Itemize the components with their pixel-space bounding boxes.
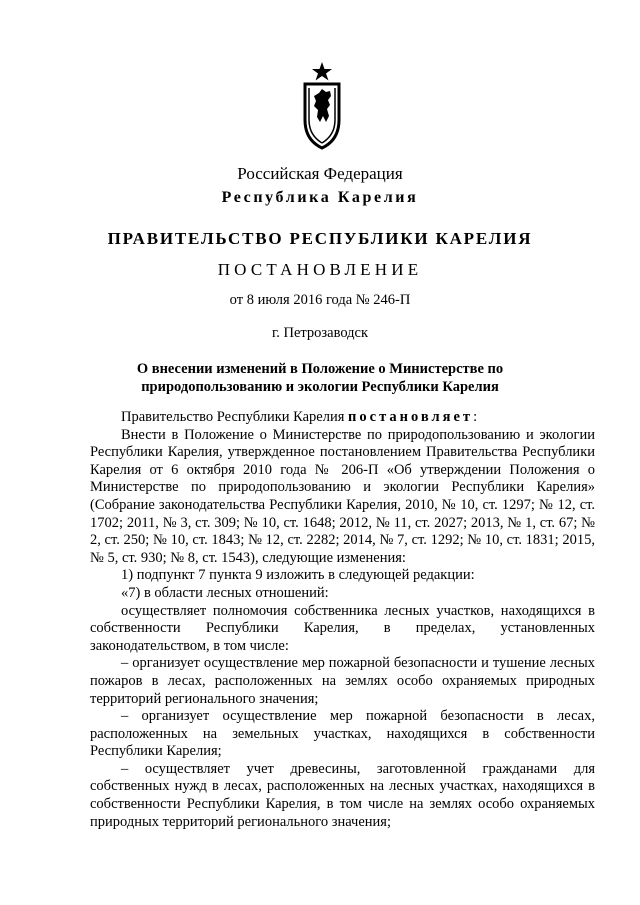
paragraph-owner-powers: осуществляет полномочия собственника лесных участков, находящихся в собственности Республики Карелия, в пределах, установленных законодательством, в том числе: <box>90 602 595 654</box>
intro-paragraph <box>90 409 595 427</box>
document-body <box>90 409 595 831</box>
city-name: г. Петрозаводск <box>271 325 369 341</box>
intro-verb: постановляет <box>348 409 474 425</box>
republic-name: Республика Карелия <box>221 189 419 206</box>
karelia-coat-of-arms-icon <box>302 62 342 150</box>
intro-prefix: Правительство Республики Карелия <box>121 409 349 425</box>
subject-line-1: О внесении изменений в Положение о Министерстве по <box>136 361 504 377</box>
paragraph-fire-safety-protected: – организует осуществление мер пожарной безопасности и тушение лесных пожаров в лесах, расположенных на землях особо охраняемых природных территорий регионального значения; <box>90 655 595 707</box>
paragraph-fire-safety-land: – организует осуществление мер пожарной безопасности в лесах, расположенных на земельных участках, находящихся в собственности Республики Карелия; <box>90 708 595 760</box>
government-title: ПРАВИТЕЛЬСТВО РЕСПУБЛИКИ КАРЕЛИЯ <box>107 229 533 248</box>
document-subject <box>0 360 640 396</box>
paragraph-item-7: «7) в области лесных отношений: <box>121 584 329 601</box>
date-number: от 8 июля 2016 года № 246-П <box>229 292 411 308</box>
intro-suffix: : <box>473 409 478 425</box>
country-name: Российская Федерация <box>237 164 403 183</box>
paragraph-item-1: 1) подпункт 7 пункта 9 изложить в следующей редакции: <box>121 567 475 584</box>
document-type: ПОСТАНОВЛЕНИЕ <box>217 260 423 279</box>
paragraph-wood-accounting: – осуществляет учет древесины, заготовленной гражданами для собственных нужд в лесах, расположенных на лесных участках, находящихся в собственности Республики Карелия, в том числе на землях особо охраняемых природных территорий регионального значения; <box>90 760 595 830</box>
subject-line-2: природопользованию и экологии Республики Карелия <box>141 379 499 395</box>
paragraph-amendment: Внести в Положение о Министерстве по природопользованию и экологии Республики Карелия, утвержденное постановлением Правительства Республики Карелия от 6 октября 2010 года № 206-П «Об утверждении Положения о Министерстве по природопользованию и экологии Республики Карелия» (Собрание законодательства Республики Карелия, 2010, № 10, ст. 1297; № 12, ст. 1702; 2011, № 3, ст. 309; № 10, ст. 1648; 2012, № 11, ст. 2027; 2013, № 1, ст. 67; № 2, ст. 250; № 10, ст. 1843; № 12, ст. 2282; 2014, № 7, ст. 1292; № 10, ст. 1831; 2015, № 5, ст. 930; № 8, ст. 1543), следующие изменения: <box>90 426 595 566</box>
